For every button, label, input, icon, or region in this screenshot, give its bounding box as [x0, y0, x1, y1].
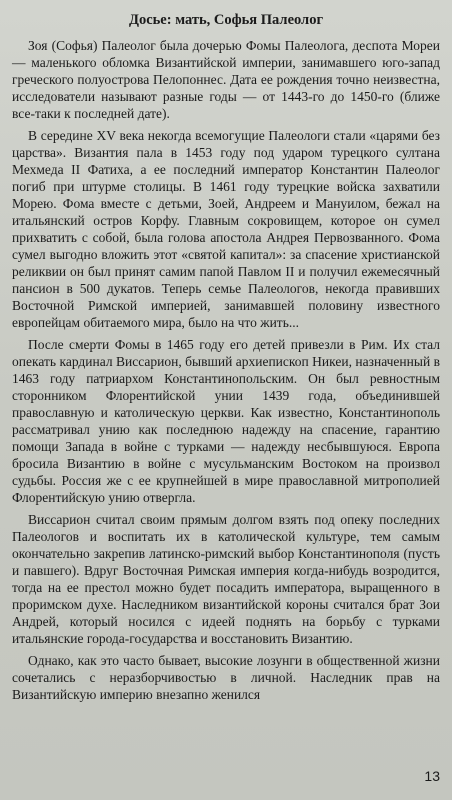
page-header: Досье: мать, Софья Палеолог [128, 12, 324, 28]
page-number: 13 [424, 768, 440, 784]
paragraph-5: Однако, как это часто бывает, высокие лозунги в общественной жизни сочетались с неразборчивостью в личной. Наследник прав на Византийскую империю внезапно женился [12, 653, 440, 703]
paragraph-3: После смерти Фомы в 1465 году его детей привезли в Рим. Их стал опекать кардинал Виссарион, бывший архиепископ Никеи, назначенный в 1463 году патриархом Константинопольским. Он был ревностным сторонником Флорентийской унии 1439 года, объединившей православную и католическую церкви. Как известно, Константинополь рассматривал унию как последнюю надежду на спасение, гарантию помощи Запада в войне с турками — надежду несбывшуюся. Европа бросила Византию в войне с мусульманским Востоком на произвол судьбы. Россия же с ее крупнейшей в мире православной митрополией Флорентийскую унию отвергла. [12, 337, 440, 506]
paragraph-4: Виссарион считал своим прямым долгом взять под опеку последних Палеологов и воспитать их в католической культуре, тем самым окончательно закрепив латинско-римский выбор Константинополя (пусть и павшего). Вдруг Восточная Римская империя когда-нибудь возродится, тогда на ее престол можно будет посадить императора, выращенного в проримском духе. Наследником византийской короны считался брат Зои Андрей, который носился с идеей поднять на борьбу с турками итальянские города-государства и восстановить Византию. [12, 512, 440, 647]
paragraph-2: В середине XV века некогда всемогущие Палеологи стали «царями без царства». Византия пала в 1453 году под ударом турецкого султана Мехмеда II Фатиха, а ее последний император Константин Палеолог погиб при штурме столицы. В 1461 году турецкие войска захватили Морею. Фома вместе с детьми, Зоей, Андреем и Мануилом, бежал на итальянский остров Корфу. Главным сокровищем, которое он сумел прихватить с собой, была голова апостола Андрея Первозванного. Фома сумел выгодно вложить этот «святой капитал»: за спасение христианской реликвии он был принят самим папой Павлом II и получил ежемесячный пансион в 500 дукатов. Теперь семье Палеологов, некогда правивших Восточной Римской империей, занимавшей половину известного европейцам обитаемого мира, было на что жить... [12, 128, 440, 331]
paragraph-1: Зоя (Софья) Палеолог была дочерью Фомы Палеолога, деспота Мореи — маленького обломка Византийской империи, занимавшего юго-запад греческого полуострова Пелопоннес. Дата ее рождения точно неизвестна, исследователи называют разные годы — от 1443-го до 1450-го (ближе все-таки к последней дате). [12, 38, 440, 122]
